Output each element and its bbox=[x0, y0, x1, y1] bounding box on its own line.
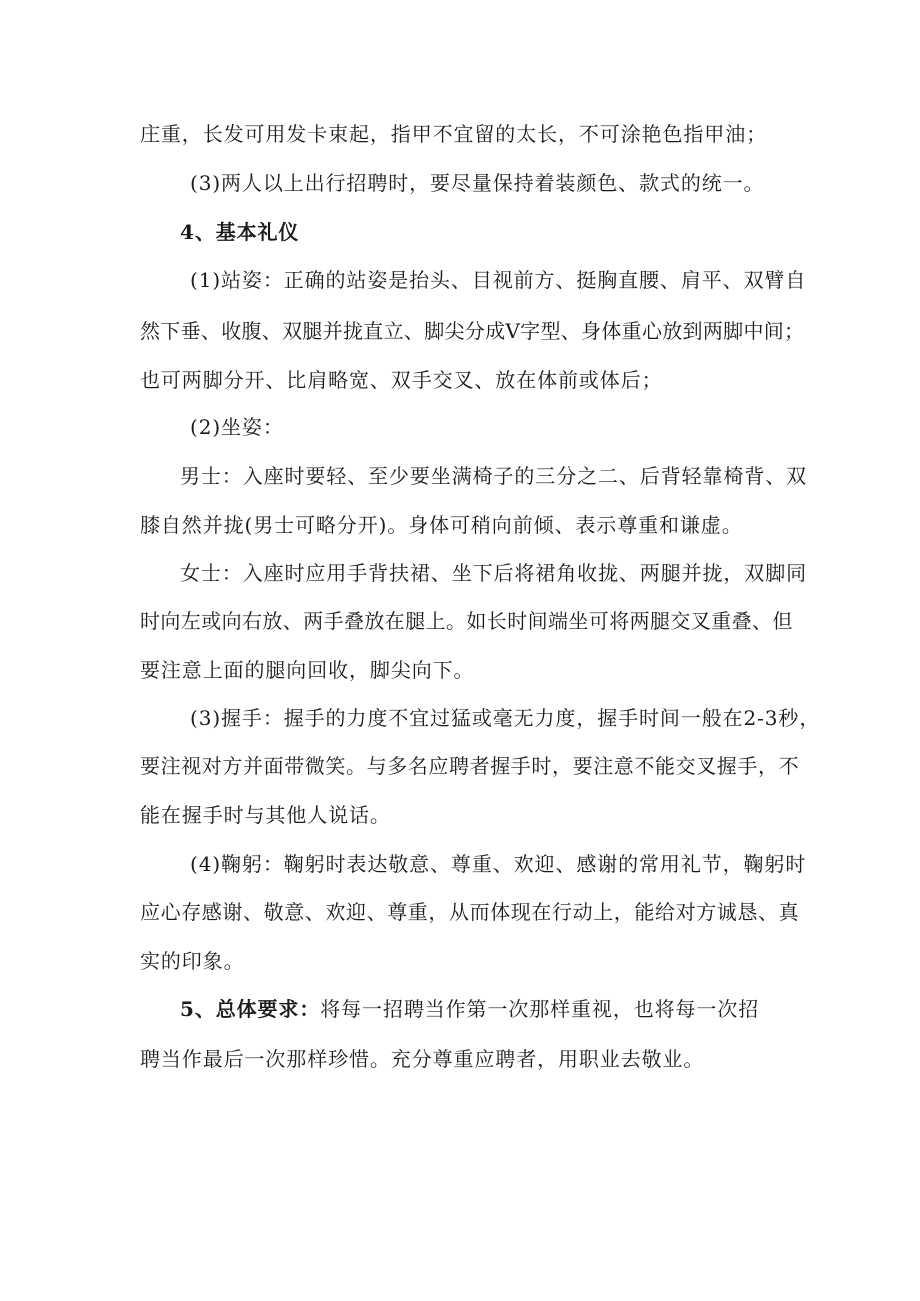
paragraph-line: 女士：入座时应用手背扶裙、坐下后将裙角收拢、两腿并拢，双脚同 bbox=[180, 561, 807, 585]
paragraph-line: 也可两脚分开、比肩略宽、双手交叉、放在体前或体后； bbox=[140, 368, 663, 392]
paragraph-line bbox=[180, 996, 840, 1022]
paragraph-line: (3)握手：握手的力度不宜过猛或毫无力度，握手时间一般在2-3秒， bbox=[190, 706, 821, 730]
paragraph-line: 膝自然并拢(男士可略分开)。身体可稍向前倾、表示尊重和谦虚。 bbox=[140, 513, 743, 537]
paragraph-line: (1)站姿：正确的站姿是抬头、目视前方、挺胸直腰、肩平、双臂自 bbox=[190, 268, 807, 292]
section-heading: 4、基本礼仪 bbox=[180, 220, 300, 244]
paragraph-line: 聘当作最后一次那样珍惜。充分尊重应聘者，用职业去敬业。 bbox=[140, 1047, 705, 1071]
paragraph-line: 能在握手时与其他人说话。 bbox=[140, 803, 391, 827]
paragraph-line: 要注视对方并面带微笑。与多名应聘者握手时，要注意不能交叉握手，不 bbox=[140, 754, 800, 778]
summary-heading: 5、总体要求： bbox=[180, 997, 321, 1021]
paragraph-line: 然下垂、收腹、双腿并拢直立、脚尖分成V字型、身体重心放到两脚中间； bbox=[140, 319, 805, 343]
paragraph-line: (3)两人以上出行招聘时，要尽量保持着装颜色、款式的统一。 bbox=[190, 171, 765, 195]
paragraph-line: (2)坐姿： bbox=[190, 415, 284, 439]
paragraph-line: 男士：入座时要轻、至少要坐满椅子的三分之二、后背轻靠椅背、双 bbox=[180, 464, 807, 488]
paragraph-line: (4)鞠躬：鞠躬时表达敬意、尊重、欢迎、感谢的常用礼节，鞠躬时 bbox=[190, 852, 807, 876]
paragraph-line: 应心存感谢、敬意、欢迎、尊重，从而体现在行动上，能给对方诚恳、真 bbox=[140, 900, 800, 924]
paragraph-line: 庄重，长发可用发卡束起，指甲不宜留的太长，不可涂艳色指甲油； bbox=[140, 122, 767, 146]
summary-text: 将每一招聘当作第一次那样重视，也将每一次招 bbox=[320, 997, 760, 1021]
paragraph-line: 时向左或向右放、两手叠放在腿上。如长时间端坐可将两腿交叉重叠、但 bbox=[140, 609, 793, 633]
paragraph-line: 实的印象。 bbox=[140, 949, 245, 973]
paragraph-line: 要注意上面的腿向回收，脚尖向下。 bbox=[140, 658, 475, 682]
